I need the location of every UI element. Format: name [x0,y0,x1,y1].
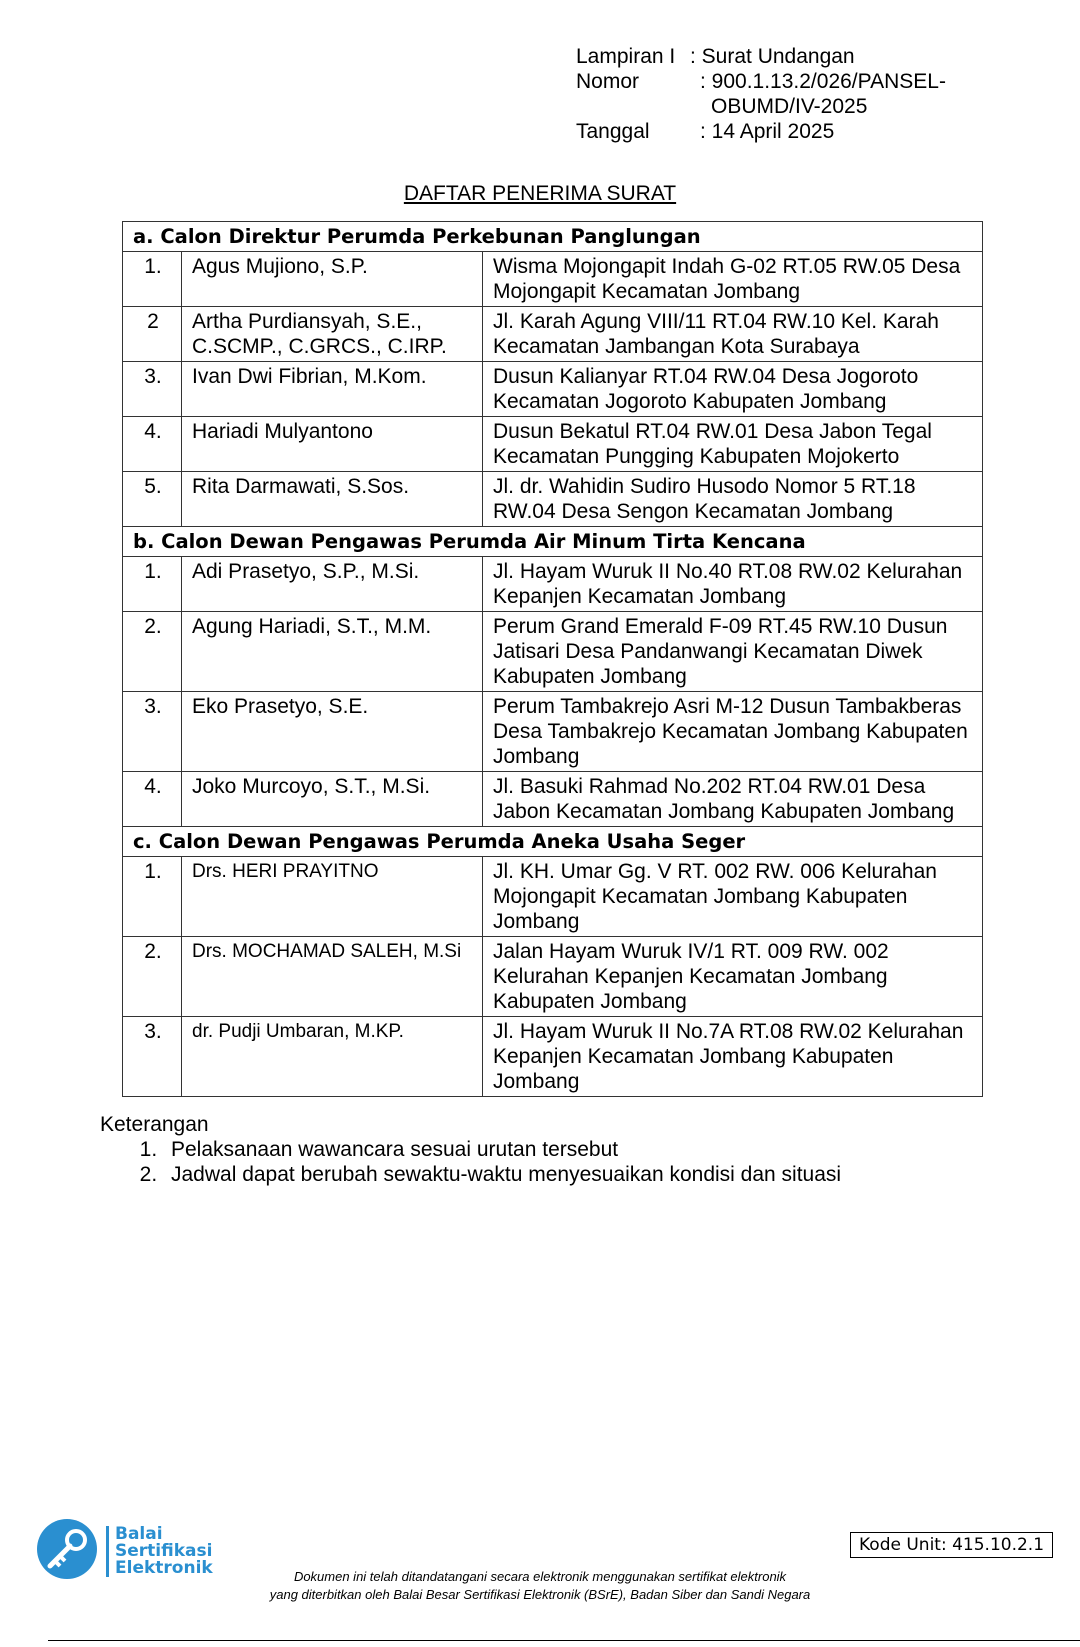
section-header-row [123,827,983,857]
row-number: 3. [123,362,182,417]
footer-line: Dokumen ini telah ditandatangani secara elektronik menggunakan sertifikat elektronik [293,1569,787,1584]
tanggal-value: : 14 April 2025 [700,120,835,143]
row-number: 1. [123,557,182,612]
candidate-name: Eko Prasetyo, S.E. [182,692,483,772]
logo-line: Sertifikasi [115,1541,213,1561]
candidate-name: Artha Purdiansyah, S.E., C.SCMP., C.GRCS., C.IRP. [182,307,483,362]
candidate-address: Dusun Kalianyar RT.04 RW.04 Desa Jogoroto Kecamatan Jogoroto Kabupaten Jombang [483,362,983,417]
notes-heading: Keterangan [100,1113,209,1136]
candidate-name: dr. Pudji Umbaran, M.KP. [182,1017,483,1097]
candidate-address: Jl. Basuki Rahmad No.202 RT.04 RW.01 Desa Jabon Kecamatan Jombang Kabupaten Jombang [483,772,983,827]
candidate-name: Rita Darmawati, S.Sos. [182,472,483,527]
row-number: 4. [123,417,182,472]
section-header-row [123,222,983,252]
esign-footer [0,1568,1080,1604]
table-row [123,772,983,827]
logo-line: Balai [115,1524,163,1544]
table-row [123,472,983,527]
tanggal-label: Tanggal [576,120,650,143]
nomor-row [576,69,970,119]
row-number: 3. [123,1017,182,1097]
row-number: 1. [123,252,182,307]
kode-unit-box: Kode Unit: 415.10.2.1 [850,1532,1053,1558]
section-heading: a. Calon Direktur Perumda Perkebunan Panglungan [123,222,983,252]
notes-item: 1. Pelaksanaan wawancara sesuai urutan tersebut [163,1137,841,1162]
nomor-value-line2: OBUMD/IV-2025 [711,95,868,118]
notes-item: 2. Jadwal dapat berubah sewaktu-waktu menyesuaikan kondisi dan situasi [163,1162,841,1187]
candidate-address: Jl. KH. Umar Gg. V RT. 002 RW. 006 Kelurahan Mojongapit Kecamatan Jombang Kabupaten Jombang [483,857,983,937]
candidate-address: Jalan Hayam Wuruk IV/1 RT. 009 RW. 002 Kelurahan Kepanjen Kecamatan Jombang Kabupaten Jombang [483,937,983,1017]
table-row [123,692,983,772]
candidate-name: Adi Prasetyo, S.P., M.Si. [182,557,483,612]
table-row [123,612,983,692]
candidate-name: Agus Mujiono, S.P. [182,252,483,307]
table-row [123,937,983,1017]
row-number: 3. [123,692,182,772]
tanggal-row [576,119,970,144]
notes-list [100,1137,841,1187]
table-row [123,857,983,937]
candidate-name: Drs. MOCHAMAD SALEH, M.Si [182,937,483,1017]
bottom-rule [48,1640,1080,1641]
candidate-name: Agung Hariadi, S.T., M.M. [182,612,483,692]
table-row [123,307,983,362]
logo-line: Elektronik [115,1558,213,1578]
footer-line: yang diterbitkan oleh Balai Besar Sertifikasi Elektronik (BSrE), Badan Siber dan Sandi Negara [269,1587,811,1602]
table-row [123,362,983,417]
nomor-label: Nomor [576,70,640,93]
lampiran-row [576,44,970,69]
candidate-address: Jl. Hayam Wuruk II No.7A RT.08 RW.02 Kelurahan Kepanjen Kecamatan Jombang Kabupaten Jombang [483,1017,983,1097]
row-number: 1. [123,857,182,937]
lampiran-value: : Surat Undangan [690,45,855,68]
row-number: 5. [123,472,182,527]
table-row [123,557,983,612]
section-heading: b. Calon Dewan Pengawas Perumda Air Minum Tirta Kencana [123,527,983,557]
table-row [123,417,983,472]
candidate-name: Drs. HERI PRAYITNO [182,857,483,937]
nomor-value-line1: : 900.1.13.2/026/PANSEL- [700,70,946,93]
lampiran-label: Lampiran I [576,45,676,68]
attachment-header [576,44,970,144]
candidate-address: Perum Tambakrejo Asri M-12 Dusun Tambakberas Desa Tambakrejo Kecamatan Jombang Kabupaten Jombang [483,692,983,772]
candidate-address: Dusun Bekatul RT.04 RW.01 Desa Jabon Tegal Kecamatan Pungging Kabupaten Mojokerto [483,417,983,472]
candidate-address: Wisma Mojongapit Indah G-02 RT.05 RW.05 Desa Mojongapit Kecamatan Jombang [483,252,983,307]
table-row [123,1017,983,1097]
row-number: 2 [123,307,182,362]
section-header-row [123,527,983,557]
candidate-name: Ivan Dwi Fibrian, M.Kom. [182,362,483,417]
nomor-value [700,69,970,119]
candidate-name: Hariadi Mulyantono [182,417,483,472]
candidate-address: Jl. Hayam Wuruk II No.40 RT.08 RW.02 Kelurahan Kepanjen Kecamatan Jombang [483,557,983,612]
section-heading: c. Calon Dewan Pengawas Perumda Aneka Usaha Seger [123,827,983,857]
table-row [123,252,983,307]
recipients-table [122,221,983,1097]
page-title: DAFTAR PENERIMA SURAT [403,182,677,205]
row-number: 4. [123,772,182,827]
candidate-name: Joko Murcoyo, S.T., M.Si. [182,772,483,827]
candidate-address: Jl. dr. Wahidin Sudiro Husodo Nomor 5 RT.18 RW.04 Desa Sengon Kecamatan Jombang [483,472,983,527]
notes-block [100,1112,841,1187]
row-number: 2. [123,937,182,1017]
candidate-address: Perum Grand Emerald F-09 RT.45 RW.10 Dusun Jatisari Desa Pandanwangi Kecamatan Diwek Kabupaten Jombang [483,612,983,692]
row-number: 2. [123,612,182,692]
candidate-address: Jl. Karah Agung VIII/11 RT.04 RW.10 Kel. Karah Kecamatan Jambangan Kota Surabaya [483,307,983,362]
